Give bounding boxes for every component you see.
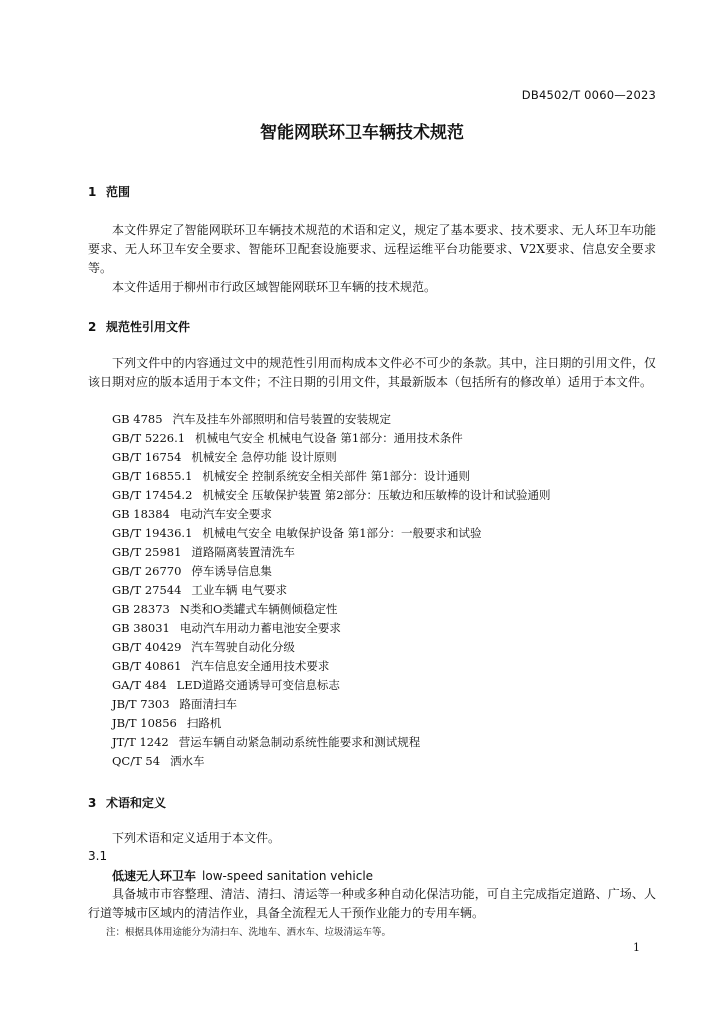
- reference-item: [112, 448, 551, 467]
- reference-title: 道路隔离装置清洗车: [191, 545, 295, 559]
- reference-code: GA/T 484: [112, 678, 167, 692]
- reference-title: 汽车信息安全通用技术要求: [191, 659, 330, 673]
- reference-code: GB 18384: [112, 507, 170, 521]
- reference-code: GB 28373: [112, 602, 170, 616]
- term-chinese: 低速无人环卫车: [112, 869, 197, 883]
- normative-reference-list: [112, 410, 551, 771]
- reference-code: GB/T 40429: [112, 640, 182, 654]
- section-title: 规范性引用文件: [106, 320, 191, 334]
- reference-title: 汽车驾驶自动化分级: [191, 640, 295, 654]
- reference-code: GB/T 16855.1: [112, 469, 193, 483]
- reference-title: LED道路交通诱导可变信息标志: [176, 678, 340, 692]
- reference-code: GB/T 26770: [112, 564, 182, 578]
- reference-item: [112, 676, 551, 695]
- reference-item: [112, 581, 551, 600]
- reference-item: [112, 410, 551, 429]
- reference-item: [112, 562, 551, 581]
- reference-item: [112, 524, 551, 543]
- document-title: 智能网联环卫车辆技术规范: [260, 123, 464, 143]
- reference-code: GB/T 25981: [112, 545, 182, 559]
- section-number: 3: [88, 796, 97, 810]
- reference-item: [112, 657, 551, 676]
- reference-title: 路面清扫车: [179, 697, 238, 711]
- reference-title: 机械电气安全 电敏保护设备 第1部分：一般要求和试验: [202, 526, 482, 540]
- reference-code: GB/T 19436.1: [112, 526, 193, 540]
- reference-item: [112, 429, 551, 448]
- reference-item: [112, 486, 551, 505]
- reference-item: [112, 505, 551, 524]
- reference-code: JT/T 1242: [112, 735, 169, 749]
- reference-title: 机械安全 控制系统安全相关部件 第1部分：设计通则: [202, 469, 471, 483]
- scope-applicability-paragraph: 本文件适用于柳州市行政区域智能网联环卫车辆的技术规范。: [112, 280, 437, 294]
- term-english: low-speed sanitation vehicle: [202, 869, 374, 883]
- reference-item: [112, 638, 551, 657]
- reference-code: GB 38031: [112, 621, 170, 635]
- reference-code: GB/T 5226.1: [112, 431, 186, 445]
- reference-item: [112, 733, 551, 752]
- terms-intro-paragraph: 下列术语和定义适用于本文件。: [112, 831, 281, 845]
- reference-title: 停车诱导信息集: [191, 564, 272, 578]
- term-note: 注：根据具体用途能分为清扫车、洗地车、洒水车、垃圾清运车等。: [106, 927, 392, 938]
- scope-paragraph: 本文件界定了智能网联环卫车辆技术规范的术语和定义，规定了基本要求、技术要求、无人环卫车功能要求、无人环卫车安全要求、智能环卫配套设施要求、远程运维平台功能要求、V2X要求、信息安全要求等。: [88, 223, 656, 275]
- reference-title: 汽车及挂车外部照明和信号装置的安装规定: [172, 412, 392, 426]
- reference-item: [112, 600, 551, 619]
- term-entry: [112, 867, 373, 884]
- reference-title: 机械安全 压敏保护装置 第2部分：压敏边和压敏棒的设计和试验通则: [202, 488, 551, 502]
- reference-code: GB/T 40861: [112, 659, 182, 673]
- reference-code: JB/T 7303: [112, 697, 170, 711]
- section-3-heading: [88, 794, 166, 811]
- reference-code: JB/T 10856: [112, 716, 177, 730]
- section-2-heading: [88, 318, 190, 335]
- reference-code: GB/T 16754: [112, 450, 182, 464]
- reference-code: GB/T 17454.2: [112, 488, 193, 502]
- reference-code: GB 4785: [112, 412, 163, 426]
- reference-title: 机械安全 急停功能 设计原则: [191, 450, 337, 464]
- page-number: 1: [633, 941, 640, 954]
- reference-code: GB/T 27544: [112, 583, 182, 597]
- clause-number: 3.1: [88, 849, 108, 863]
- reference-code: QC/T 54: [112, 754, 161, 768]
- reference-item: [112, 619, 551, 638]
- reference-title: 扫路机: [186, 716, 222, 730]
- reference-title: 工业车辆 电气要求: [191, 583, 288, 597]
- standard-code: DB4502/T 0060—2023: [521, 88, 656, 102]
- normative-intro-paragraph: 下列文件中的内容通过文中的规范性引用而构成本文件必不可少的条款。其中，注日期的引用文件，仅该日期对应的版本适用于本文件；不注日期的引用文件，其最新版本（包括所有的修改单）适用于本文件。: [88, 356, 656, 389]
- reference-title: 营运车辆自动紧急制动系统性能要求和测试规程: [178, 735, 421, 749]
- reference-title: 电动汽车安全要求: [179, 507, 272, 521]
- reference-item: [112, 714, 551, 733]
- reference-item: [112, 543, 551, 562]
- reference-title: N类和O类罐式车辆侧倾稳定性: [179, 602, 338, 616]
- reference-item: [112, 695, 551, 714]
- reference-item: [112, 467, 551, 486]
- section-title: 术语和定义: [106, 796, 167, 810]
- section-1-heading: [88, 183, 130, 200]
- reference-title: 洒水车: [170, 754, 205, 768]
- section-title: 范围: [106, 185, 131, 199]
- section-number: 2: [88, 320, 97, 334]
- term-definition: 具备城市市容整理、清洁、清扫、清运等一种或多种自动化保洁功能，可自主完成指定道路、广场、人行道等城市区域内的清洁作业，具备全流程无人干预作业能力的专用车辆。: [88, 887, 656, 920]
- section-number: 1: [88, 185, 97, 199]
- reference-title: 电动汽车用动力蓄电池安全要求: [179, 621, 341, 635]
- reference-title: 机械电气安全 机械电气设备 第1部分：通用技术条件: [195, 431, 463, 445]
- reference-item: [112, 752, 551, 771]
